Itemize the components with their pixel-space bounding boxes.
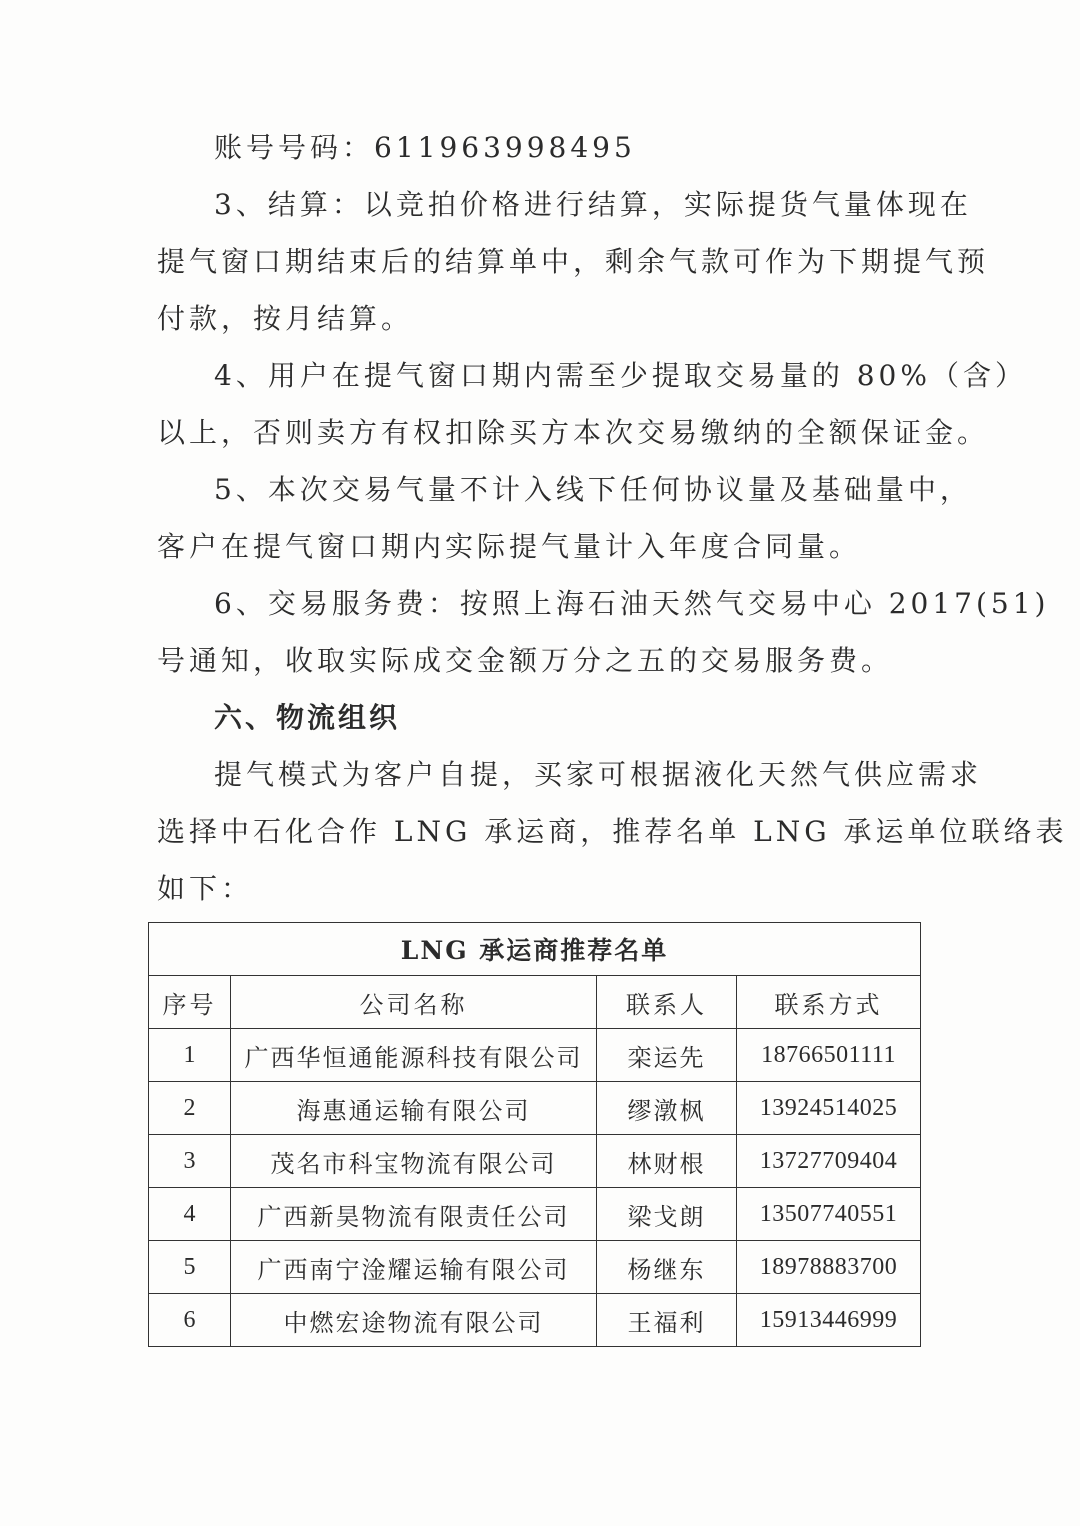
logistics-paragraph-line-3: 如下： xyxy=(157,872,254,905)
row-index: 6 xyxy=(149,1294,231,1347)
table-row xyxy=(149,1188,921,1241)
service-fee-paragraph-line-1: 6、交易服务费：按照上海石油天然气交易中心 2017(51) xyxy=(214,587,1050,620)
table-title: LNG 承运商推荐名单 xyxy=(149,923,921,976)
row-index: 2 xyxy=(149,1082,231,1135)
settlement-paragraph-line-2: 提气窗口期结束后的结算单中，剩余气款可作为下期提气预 xyxy=(157,245,990,278)
table-header-row xyxy=(149,976,921,1029)
header-phone: 联系方式 xyxy=(737,976,921,1029)
row-company: 海惠通运输有限公司 xyxy=(231,1082,597,1135)
row-company: 茂名市科宝物流有限公司 xyxy=(231,1135,597,1188)
table-row xyxy=(149,1135,921,1188)
row-phone: 15913446999 xyxy=(737,1294,921,1347)
row-contact: 王福利 xyxy=(597,1294,737,1347)
row-index: 5 xyxy=(149,1241,231,1294)
row-phone: 13507740551 xyxy=(737,1188,921,1241)
section-heading-logistics: 六、物流组织 xyxy=(214,701,401,734)
row-index: 1 xyxy=(149,1029,231,1082)
row-company: 中燃宏途物流有限公司 xyxy=(231,1294,597,1347)
header-index: 序号 xyxy=(149,976,231,1029)
row-phone: 18978883700 xyxy=(737,1241,921,1294)
withdrawal-paragraph-line-2: 以上，否则卖方有权扣除买方本次交易缴纳的全额保证金。 xyxy=(157,416,990,449)
row-contact: 缪潡枫 xyxy=(597,1082,737,1135)
table-row xyxy=(149,1294,921,1347)
carrier-table-container xyxy=(148,922,920,1347)
row-phone: 13727709404 xyxy=(737,1135,921,1188)
volume-paragraph-line-2: 客户在提气窗口期内实际提气量计入年度合同量。 xyxy=(157,530,862,563)
row-contact: 梁戈朗 xyxy=(597,1188,737,1241)
header-company: 公司名称 xyxy=(231,976,597,1029)
table-row xyxy=(149,1241,921,1294)
row-phone: 13924514025 xyxy=(737,1082,921,1135)
header-contact: 联系人 xyxy=(597,976,737,1029)
row-index: 4 xyxy=(149,1188,231,1241)
settlement-paragraph-line-1: 3、结算：以竞拍价格进行结算，实际提货气量体现在 xyxy=(214,188,972,221)
logistics-paragraph-line-2: 选择中石化合作 LNG 承运商，推荐名单 LNG 承运单位联络表 xyxy=(157,815,1068,848)
withdrawal-paragraph-line-1: 4、用户在提气窗口期内需至少提取交易量的 80%（含） xyxy=(214,359,1027,392)
table-row xyxy=(149,1082,921,1135)
row-phone: 18766501111 xyxy=(737,1029,921,1082)
table-title-row xyxy=(149,923,921,976)
row-index: 3 xyxy=(149,1135,231,1188)
settlement-paragraph-line-3: 付款，按月结算。 xyxy=(157,302,414,335)
row-contact: 林财根 xyxy=(597,1135,737,1188)
row-company: 广西南宁淦耀运输有限公司 xyxy=(231,1241,597,1294)
row-company: 广西华恒通能源科技有限公司 xyxy=(231,1029,597,1082)
row-company: 广西新昊物流有限责任公司 xyxy=(231,1188,597,1241)
table-row xyxy=(149,1029,921,1082)
row-contact: 栾运先 xyxy=(597,1029,737,1082)
volume-paragraph-line-1: 5、本次交易气量不计入线下任何协议量及基础量中， xyxy=(214,473,972,506)
account-number-line: 账号号码：611963998495 xyxy=(214,131,636,164)
logistics-paragraph-line-1: 提气模式为客户自提，买家可根据液化天然气供应需求 xyxy=(214,758,983,791)
service-fee-paragraph-line-2: 号通知，收取实际成交金额万分之五的交易服务费。 xyxy=(157,644,894,677)
row-contact: 杨继东 xyxy=(597,1241,737,1294)
carrier-table xyxy=(148,922,921,1347)
